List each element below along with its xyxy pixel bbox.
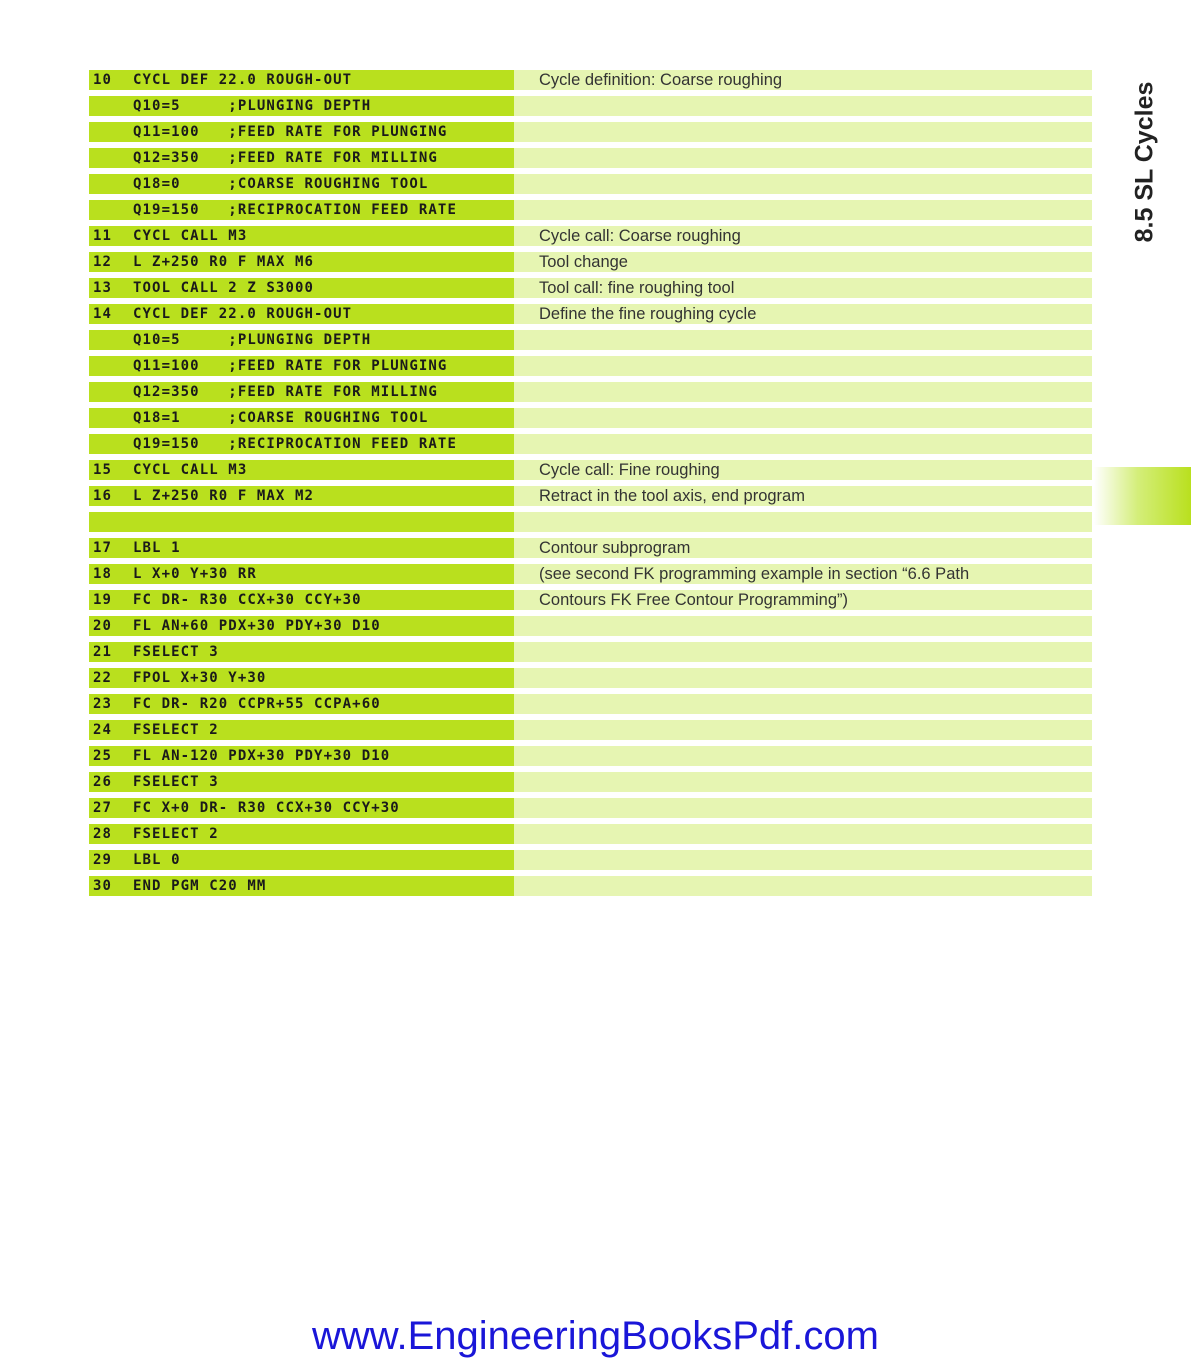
code-cell bbox=[89, 356, 514, 376]
program-row bbox=[89, 226, 1092, 246]
code-cell bbox=[89, 408, 514, 428]
nc-command: FPOL X+30 Y+30 bbox=[133, 670, 267, 686]
description-cell bbox=[514, 434, 1092, 454]
description-cell bbox=[514, 824, 1092, 844]
description-cell bbox=[514, 200, 1092, 220]
nc-command: TOOL CALL 2 Z S3000 bbox=[133, 280, 315, 296]
block-number: 22 bbox=[93, 670, 113, 686]
description-cell: Cycle call: Coarse roughing bbox=[514, 226, 1092, 246]
description-cell bbox=[514, 96, 1092, 116]
code-cell bbox=[89, 694, 514, 714]
block-number: 17 bbox=[93, 540, 113, 556]
program-row bbox=[89, 668, 1092, 688]
code-cell bbox=[89, 148, 514, 168]
program-row bbox=[89, 122, 1092, 142]
description-cell bbox=[514, 798, 1092, 818]
code-cell bbox=[89, 746, 514, 766]
nc-command: CYCL CALL M3 bbox=[133, 228, 248, 244]
block-number: 27 bbox=[93, 800, 113, 816]
code-cell bbox=[89, 304, 514, 324]
program-row bbox=[89, 564, 1092, 584]
code-cell bbox=[89, 460, 514, 480]
description-cell bbox=[514, 746, 1092, 766]
description-cell: Tool change bbox=[514, 252, 1092, 272]
program-row bbox=[89, 252, 1092, 272]
nc-program-table bbox=[89, 70, 1092, 902]
description-cell bbox=[514, 174, 1092, 194]
block-number: 14 bbox=[93, 306, 113, 322]
program-row bbox=[89, 512, 1092, 532]
program-row bbox=[89, 434, 1092, 454]
program-row bbox=[89, 642, 1092, 662]
code-cell bbox=[89, 278, 514, 298]
program-row bbox=[89, 590, 1092, 610]
program-row bbox=[89, 798, 1092, 818]
block-number: 15 bbox=[93, 462, 113, 478]
description-cell bbox=[514, 876, 1092, 896]
description-cell bbox=[514, 382, 1092, 402]
code-cell bbox=[89, 564, 514, 584]
description-cell bbox=[514, 512, 1092, 532]
code-cell bbox=[89, 200, 514, 220]
nc-command: END PGM C20 MM bbox=[133, 878, 267, 894]
description-cell: Define the fine roughing cycle bbox=[514, 304, 1092, 324]
block-number: 20 bbox=[93, 618, 113, 634]
description-cell: (see second FK programming example in section “6.6 Path bbox=[514, 564, 1092, 584]
nc-command: Q18=1 ;COARSE ROUGHING TOOL bbox=[133, 410, 429, 426]
block-number: 12 bbox=[93, 254, 113, 270]
nc-command: Q12=350 ;FEED RATE FOR MILLING bbox=[133, 384, 438, 400]
nc-command: CYCL CALL M3 bbox=[133, 462, 248, 478]
block-number: 21 bbox=[93, 644, 113, 660]
program-row bbox=[89, 720, 1092, 740]
block-number: 16 bbox=[93, 488, 113, 504]
code-cell bbox=[89, 850, 514, 870]
nc-command: FC DR- R30 CCX+30 CCY+30 bbox=[133, 592, 362, 608]
description-cell: Cycle call: Fine roughing bbox=[514, 460, 1092, 480]
block-number: 28 bbox=[93, 826, 113, 842]
description-cell bbox=[514, 616, 1092, 636]
code-cell bbox=[89, 720, 514, 740]
program-row bbox=[89, 616, 1092, 636]
program-row bbox=[89, 538, 1092, 558]
code-cell bbox=[89, 642, 514, 662]
block-number: 13 bbox=[93, 280, 113, 296]
nc-command: FSELECT 2 bbox=[133, 722, 219, 738]
program-row bbox=[89, 824, 1092, 844]
program-row bbox=[89, 486, 1092, 506]
program-row bbox=[89, 330, 1092, 350]
description-cell: Retract in the tool axis, end program bbox=[514, 486, 1092, 506]
nc-command: LBL 0 bbox=[133, 852, 181, 868]
program-row bbox=[89, 382, 1092, 402]
nc-command: FL AN+60 PDX+30 PDY+30 D10 bbox=[133, 618, 381, 634]
code-cell bbox=[89, 876, 514, 896]
code-cell bbox=[89, 330, 514, 350]
description-cell: Contours FK Free Contour Programming”) bbox=[514, 590, 1092, 610]
program-row bbox=[89, 746, 1092, 766]
program-row bbox=[89, 356, 1092, 376]
program-row bbox=[89, 694, 1092, 714]
code-cell bbox=[89, 668, 514, 688]
code-cell bbox=[89, 512, 514, 532]
description-cell bbox=[514, 330, 1092, 350]
code-cell bbox=[89, 538, 514, 558]
code-cell bbox=[89, 70, 514, 90]
block-number: 29 bbox=[93, 852, 113, 868]
code-cell bbox=[89, 382, 514, 402]
nc-command: FC X+0 DR- R30 CCX+30 CCY+30 bbox=[133, 800, 400, 816]
nc-command: L X+0 Y+30 RR bbox=[133, 566, 257, 582]
program-row bbox=[89, 876, 1092, 896]
program-row bbox=[89, 460, 1092, 480]
nc-command: FL AN-120 PDX+30 PDY+30 D10 bbox=[133, 748, 391, 764]
nc-command: CYCL DEF 22.0 ROUGH-OUT bbox=[133, 72, 353, 88]
block-number: 26 bbox=[93, 774, 113, 790]
program-row bbox=[89, 174, 1092, 194]
block-number: 24 bbox=[93, 722, 113, 738]
nc-command: L Z+250 R0 F MAX M6 bbox=[133, 254, 315, 270]
block-number: 10 bbox=[93, 72, 113, 88]
program-row bbox=[89, 304, 1092, 324]
code-cell bbox=[89, 590, 514, 610]
nc-command: Q10=5 ;PLUNGING DEPTH bbox=[133, 98, 372, 114]
program-row bbox=[89, 96, 1092, 116]
description-cell: Tool call: fine roughing tool bbox=[514, 278, 1092, 298]
nc-command: LBL 1 bbox=[133, 540, 181, 556]
code-cell bbox=[89, 798, 514, 818]
nc-command: Q11=100 ;FEED RATE FOR PLUNGING bbox=[133, 358, 448, 374]
nc-command: FC DR- R20 CCPR+55 CCPA+60 bbox=[133, 696, 381, 712]
nc-command: Q19=150 ;RECIPROCATION FEED RATE bbox=[133, 436, 457, 452]
code-cell bbox=[89, 226, 514, 246]
code-cell bbox=[89, 772, 514, 792]
description-cell bbox=[514, 668, 1092, 688]
code-cell bbox=[89, 96, 514, 116]
nc-command: FSELECT 3 bbox=[133, 644, 219, 660]
code-cell bbox=[89, 252, 514, 272]
program-row bbox=[89, 772, 1092, 792]
nc-command: FSELECT 3 bbox=[133, 774, 219, 790]
nc-command: Q10=5 ;PLUNGING DEPTH bbox=[133, 332, 372, 348]
program-row bbox=[89, 148, 1092, 168]
program-row bbox=[89, 200, 1092, 220]
code-cell bbox=[89, 616, 514, 636]
description-cell: Cycle definition: Coarse roughing bbox=[514, 70, 1092, 90]
footer-website-link[interactable]: www.EngineeringBooksPdf.com bbox=[312, 1314, 879, 1358]
program-row bbox=[89, 408, 1092, 428]
block-number: 30 bbox=[93, 878, 113, 894]
nc-command: Q18=0 ;COARSE ROUGHING TOOL bbox=[133, 176, 429, 192]
nc-command: Q12=350 ;FEED RATE FOR MILLING bbox=[133, 150, 438, 166]
section-title-vertical bbox=[1125, 70, 1165, 255]
code-cell bbox=[89, 824, 514, 844]
nc-command: Q11=100 ;FEED RATE FOR PLUNGING bbox=[133, 124, 448, 140]
description-cell bbox=[514, 148, 1092, 168]
block-number: 25 bbox=[93, 748, 113, 764]
description-cell bbox=[514, 356, 1092, 376]
description-cell bbox=[514, 408, 1092, 428]
program-row bbox=[89, 70, 1092, 90]
nc-command: FSELECT 2 bbox=[133, 826, 219, 842]
description-cell: Contour subprogram bbox=[514, 538, 1092, 558]
block-number: 11 bbox=[93, 228, 113, 244]
section-title: 8.5 SL Cycles bbox=[1130, 81, 1159, 243]
nc-command: L Z+250 R0 F MAX M2 bbox=[133, 488, 315, 504]
program-row bbox=[89, 850, 1092, 870]
code-cell bbox=[89, 434, 514, 454]
code-cell bbox=[89, 122, 514, 142]
chapter-tab-marker bbox=[1094, 467, 1191, 525]
description-cell bbox=[514, 642, 1092, 662]
description-cell bbox=[514, 850, 1092, 870]
block-number: 19 bbox=[93, 592, 113, 608]
block-number: 18 bbox=[93, 566, 113, 582]
code-cell bbox=[89, 486, 514, 506]
program-row bbox=[89, 278, 1092, 298]
description-cell bbox=[514, 772, 1092, 792]
code-cell bbox=[89, 174, 514, 194]
description-cell bbox=[514, 122, 1092, 142]
description-cell bbox=[514, 694, 1092, 714]
nc-command: CYCL DEF 22.0 ROUGH-OUT bbox=[133, 306, 353, 322]
nc-command: Q19=150 ;RECIPROCATION FEED RATE bbox=[133, 202, 457, 218]
description-cell bbox=[514, 720, 1092, 740]
block-number: 23 bbox=[93, 696, 113, 712]
